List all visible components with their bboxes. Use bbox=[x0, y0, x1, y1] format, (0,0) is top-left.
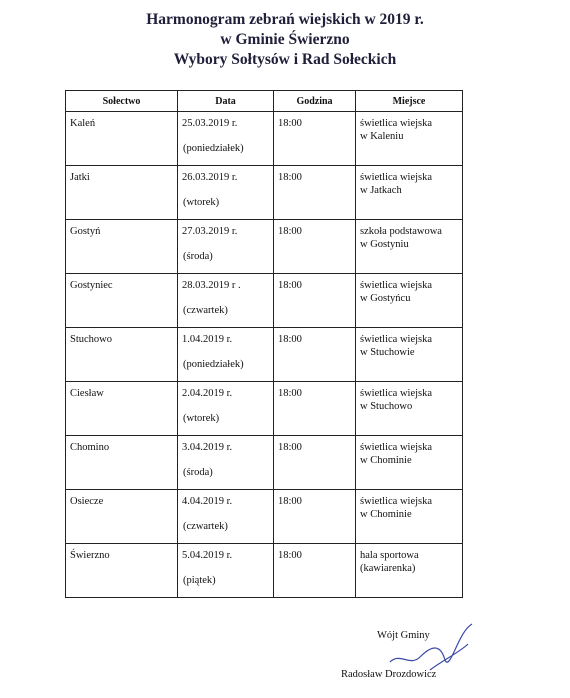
cell-date bbox=[178, 436, 274, 490]
solectwo-name: Chomino bbox=[70, 442, 110, 453]
meeting-time: 18:00 bbox=[278, 388, 302, 399]
cell-solectwo bbox=[66, 544, 178, 598]
meeting-date: 26.03.2019 r. bbox=[182, 172, 238, 183]
cell-date bbox=[178, 112, 274, 166]
meeting-weekday: (piątek) bbox=[183, 575, 216, 586]
meeting-place-line-2: w Gostyńcu bbox=[360, 293, 411, 304]
meeting-weekday: (poniedziałek) bbox=[183, 143, 244, 154]
cell-place bbox=[356, 490, 463, 544]
table-body bbox=[66, 112, 463, 598]
meeting-time: 18:00 bbox=[278, 550, 302, 561]
meeting-place-line-2: w Stuchowo bbox=[360, 401, 413, 412]
meeting-schedule-table bbox=[65, 90, 463, 598]
cell-time bbox=[274, 436, 356, 490]
cell-place bbox=[356, 166, 463, 220]
cell-time bbox=[274, 112, 356, 166]
meeting-place-line-1: świetlica wiejska bbox=[360, 388, 433, 399]
cell-place bbox=[356, 274, 463, 328]
solectwo-name: Gostyniec bbox=[70, 280, 113, 291]
cell-time bbox=[274, 220, 356, 274]
meeting-weekday: (wtorek) bbox=[183, 197, 220, 208]
meeting-time: 18:00 bbox=[278, 280, 302, 291]
cell-date bbox=[178, 274, 274, 328]
meeting-place-line-2: w Jatkach bbox=[360, 185, 402, 196]
cell-date bbox=[178, 544, 274, 598]
table-row bbox=[66, 220, 463, 274]
cell-solectwo bbox=[66, 112, 178, 166]
cell-date bbox=[178, 382, 274, 436]
meeting-weekday: (czwartek) bbox=[183, 521, 228, 532]
meeting-place-line-2: w Gostyniu bbox=[360, 239, 409, 250]
title-line-3: Wybory Sołtysów i Rad Sołeckich bbox=[173, 51, 397, 68]
header-solectwo: Sołectwo bbox=[66, 91, 178, 112]
meeting-date: 2.04.2019 r. bbox=[182, 388, 233, 399]
meeting-place-line-1: świetlica wiejska bbox=[360, 334, 433, 345]
meeting-place-line-2: w Kaleniu bbox=[360, 131, 404, 142]
cell-place bbox=[356, 220, 463, 274]
cell-place bbox=[356, 382, 463, 436]
cell-solectwo bbox=[66, 166, 178, 220]
meeting-place-line-2: w Chominie bbox=[360, 455, 412, 466]
cell-solectwo bbox=[66, 436, 178, 490]
table-row bbox=[66, 382, 463, 436]
meeting-time: 18:00 bbox=[278, 442, 302, 453]
meeting-weekday: (czwartek) bbox=[183, 305, 228, 316]
table-header-row bbox=[66, 91, 463, 112]
solectwo-name: Ciesław bbox=[70, 388, 104, 399]
cell-solectwo bbox=[66, 382, 178, 436]
table-row bbox=[66, 544, 463, 598]
cell-place bbox=[356, 436, 463, 490]
table-row bbox=[66, 274, 463, 328]
meeting-date: 3.04.2019 r. bbox=[182, 442, 233, 453]
solectwo-name: Jatki bbox=[70, 172, 90, 183]
meeting-date: 4.04.2019 r. bbox=[182, 496, 233, 507]
cell-place bbox=[356, 112, 463, 166]
solectwo-name: Stuchowo bbox=[70, 334, 112, 345]
meeting-weekday: (środa) bbox=[183, 251, 213, 262]
meeting-date: 1.04.2019 r. bbox=[182, 334, 233, 345]
cell-time bbox=[274, 382, 356, 436]
cell-time bbox=[274, 544, 356, 598]
header-godzina: Godzina bbox=[274, 91, 356, 112]
meeting-date: 25.03.2019 r. bbox=[182, 118, 238, 129]
cell-solectwo bbox=[66, 490, 178, 544]
meeting-place-line-2: w Stuchowie bbox=[360, 347, 415, 358]
document-title bbox=[0, 10, 570, 70]
meeting-date: 27.03.2019 r. bbox=[182, 226, 238, 237]
meeting-date: 28.03.2019 r . bbox=[182, 280, 241, 291]
meeting-place-line-1: świetlica wiejska bbox=[360, 118, 433, 129]
meeting-time: 18:00 bbox=[278, 496, 302, 507]
meeting-place-line-1: świetlica wiejska bbox=[360, 496, 433, 507]
meeting-time: 18:00 bbox=[278, 334, 302, 345]
meeting-place-line-1: świetlica wiejska bbox=[360, 172, 433, 183]
solectwo-name: Świerzno bbox=[70, 550, 110, 561]
cell-solectwo bbox=[66, 328, 178, 382]
table-row bbox=[66, 328, 463, 382]
table-row bbox=[66, 490, 463, 544]
title-line-1: Harmonogram zebrań wiejskich w 2019 r. bbox=[146, 11, 424, 28]
table-row bbox=[66, 112, 463, 166]
cell-date bbox=[178, 220, 274, 274]
meeting-place-line-2: w Chominie bbox=[360, 509, 412, 520]
title-line-2: w Gminie Świerzno bbox=[220, 31, 350, 48]
meeting-weekday: (środa) bbox=[183, 467, 213, 478]
header-data: Data bbox=[178, 91, 274, 112]
cell-date bbox=[178, 328, 274, 382]
meeting-place-line-1: świetlica wiejska bbox=[360, 442, 433, 453]
cell-time bbox=[274, 328, 356, 382]
meeting-weekday: (poniedziałek) bbox=[183, 359, 244, 370]
cell-solectwo bbox=[66, 274, 178, 328]
header-miejsce: Miejsce bbox=[356, 91, 463, 112]
signature-position: Wójt Gminy bbox=[377, 630, 430, 641]
meeting-time: 18:00 bbox=[278, 118, 302, 129]
meeting-place-line-1: świetlica wiejska bbox=[360, 280, 433, 291]
cell-time bbox=[274, 166, 356, 220]
table-row bbox=[66, 166, 463, 220]
meeting-place-line-1: hala sportowa bbox=[360, 550, 419, 561]
table-row bbox=[66, 436, 463, 490]
meeting-place-line-2: (kawiarenka) bbox=[360, 563, 416, 574]
cell-place bbox=[356, 544, 463, 598]
cell-solectwo bbox=[66, 220, 178, 274]
signature-name: Radosław Drozdowicz bbox=[341, 669, 437, 680]
solectwo-name: Gostyń bbox=[70, 226, 101, 237]
solectwo-name: Kaleń bbox=[70, 118, 96, 129]
meeting-time: 18:00 bbox=[278, 226, 302, 237]
meeting-place-line-1: szkoła podstawowa bbox=[360, 226, 442, 237]
solectwo-name: Osiecze bbox=[70, 496, 104, 507]
cell-time bbox=[274, 274, 356, 328]
cell-time bbox=[274, 490, 356, 544]
handwritten-signature bbox=[370, 622, 480, 682]
cell-place bbox=[356, 328, 463, 382]
cell-date bbox=[178, 166, 274, 220]
meeting-weekday: (wtorek) bbox=[183, 413, 220, 424]
meeting-date: 5.04.2019 r. bbox=[182, 550, 233, 561]
cell-date bbox=[178, 490, 274, 544]
meeting-time: 18:00 bbox=[278, 172, 302, 183]
